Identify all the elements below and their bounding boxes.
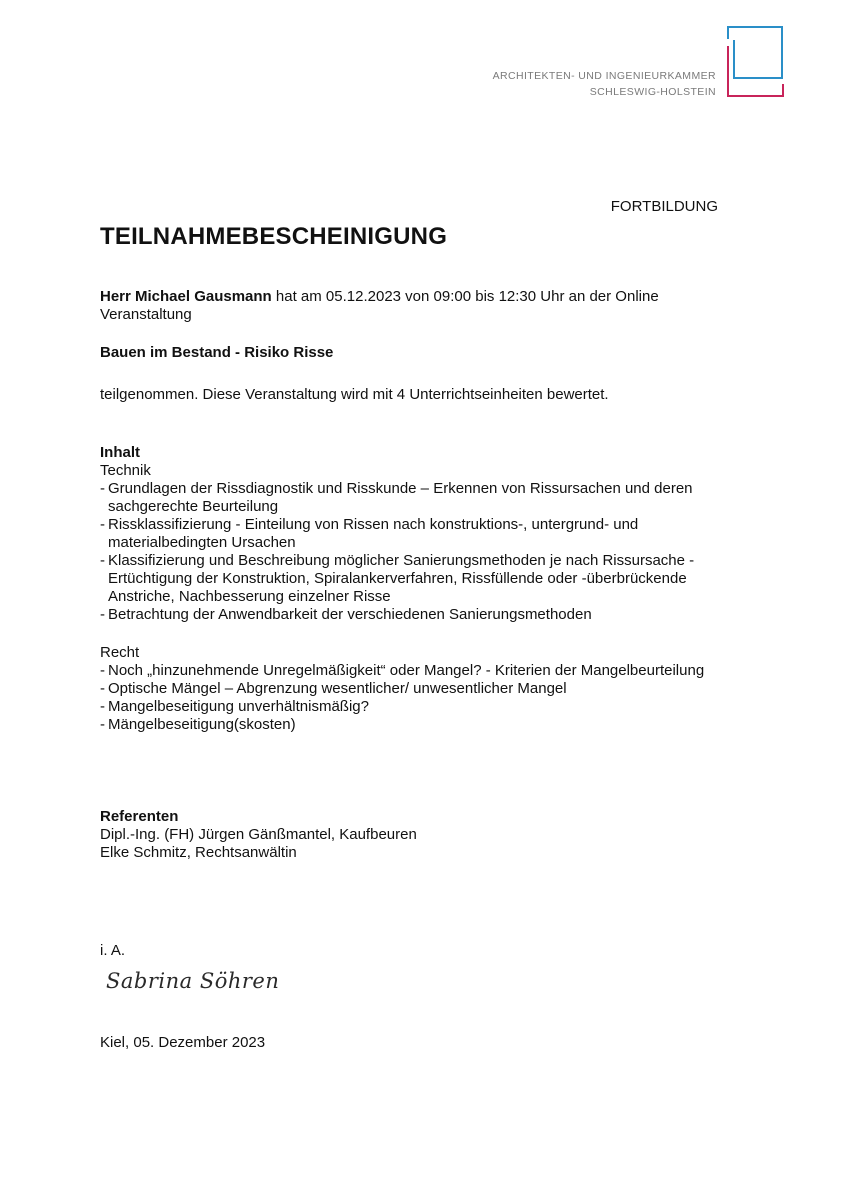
- signature-prefix: i. A.: [100, 942, 126, 959]
- intro-paragraph: [100, 288, 750, 324]
- completion-text: teilgenommen. Diese Veranstaltung wird mit 4 Unterrichtseinheiten bewertet.: [100, 386, 609, 403]
- organization-line-2: SCHLESWIG-HOLSTEIN: [589, 86, 716, 98]
- technik-label: Technik: [100, 462, 151, 479]
- list-item: - Optische Mängel – Abgrenzung wesentlicher/ unwesentlicher Mangel: [100, 680, 567, 697]
- list-item: - Klassifizierung und Beschreibung möglicher Sanierungsmethoden je nach Rissursache - Ertüchtigung der Konstruktion, Spiralankerverfahren, Rissfüllende oder -überbrückende Anstriche, Nachbesserung einzelner Risse: [100, 552, 695, 605]
- event-title: Bauen im Bestand - Risiko Risse: [100, 344, 334, 361]
- place-date: Kiel, 05. Dezember 2023: [100, 1034, 266, 1051]
- speaker-2: Elke Schmitz, Rechtsanwältin: [100, 844, 297, 861]
- list-item: - Mangelbeseitigung unverhältnismäßig?: [100, 698, 369, 715]
- document-category: FORTBILDUNG: [610, 198, 718, 215]
- document-body: [100, 288, 750, 1052]
- document-title: TEILNAHMEBESCHEINIGUNG: [100, 223, 448, 250]
- recht-label: Recht: [100, 644, 140, 661]
- list-item: - Grundlagen der Rissdiagnostik und Risskunde – Erkennen von Rissursachen und deren sachgerechte Beurteilung: [100, 480, 693, 515]
- speaker-1: Dipl.-Ing. (FH) Jürgen Gänßmantel, Kaufbeuren: [100, 826, 417, 843]
- signature-name: Sabrina Söhren: [106, 969, 280, 993]
- intro-text: hat am 05.12.2023 von 09:00 bis 12:30 Uhr an der Online Veranstaltung: [100, 288, 659, 323]
- list-item: - Rissklassifizierung - Einteilung von Rissen nach konstruktions-, untergrund- und materialbedingten Ursachen: [100, 516, 639, 551]
- content-heading: Inhalt: [100, 444, 140, 461]
- list-item: - Noch „hinzunehmende Unregelmäßigkeit“ oder Mangel? - Kriterien der Mangelbeurteilung: [100, 662, 705, 679]
- recht-list: [100, 662, 750, 734]
- list-item: - Mängelbeseitigung(skosten): [100, 716, 296, 733]
- chamber-logo-icon: [727, 26, 785, 98]
- participant-name: Herr Michael Gausmann: [100, 288, 272, 305]
- organization-line-1: ARCHITEKTEN- UND INGENIEURKAMMER: [492, 70, 716, 82]
- speakers-heading: Referenten: [100, 808, 179, 825]
- technik-list: [100, 480, 750, 624]
- list-item: - Betrachtung der Anwendbarkeit der verschiedenen Sanierungsmethoden: [100, 606, 592, 623]
- organization-name: [493, 68, 716, 100]
- signature-icon: [102, 962, 302, 998]
